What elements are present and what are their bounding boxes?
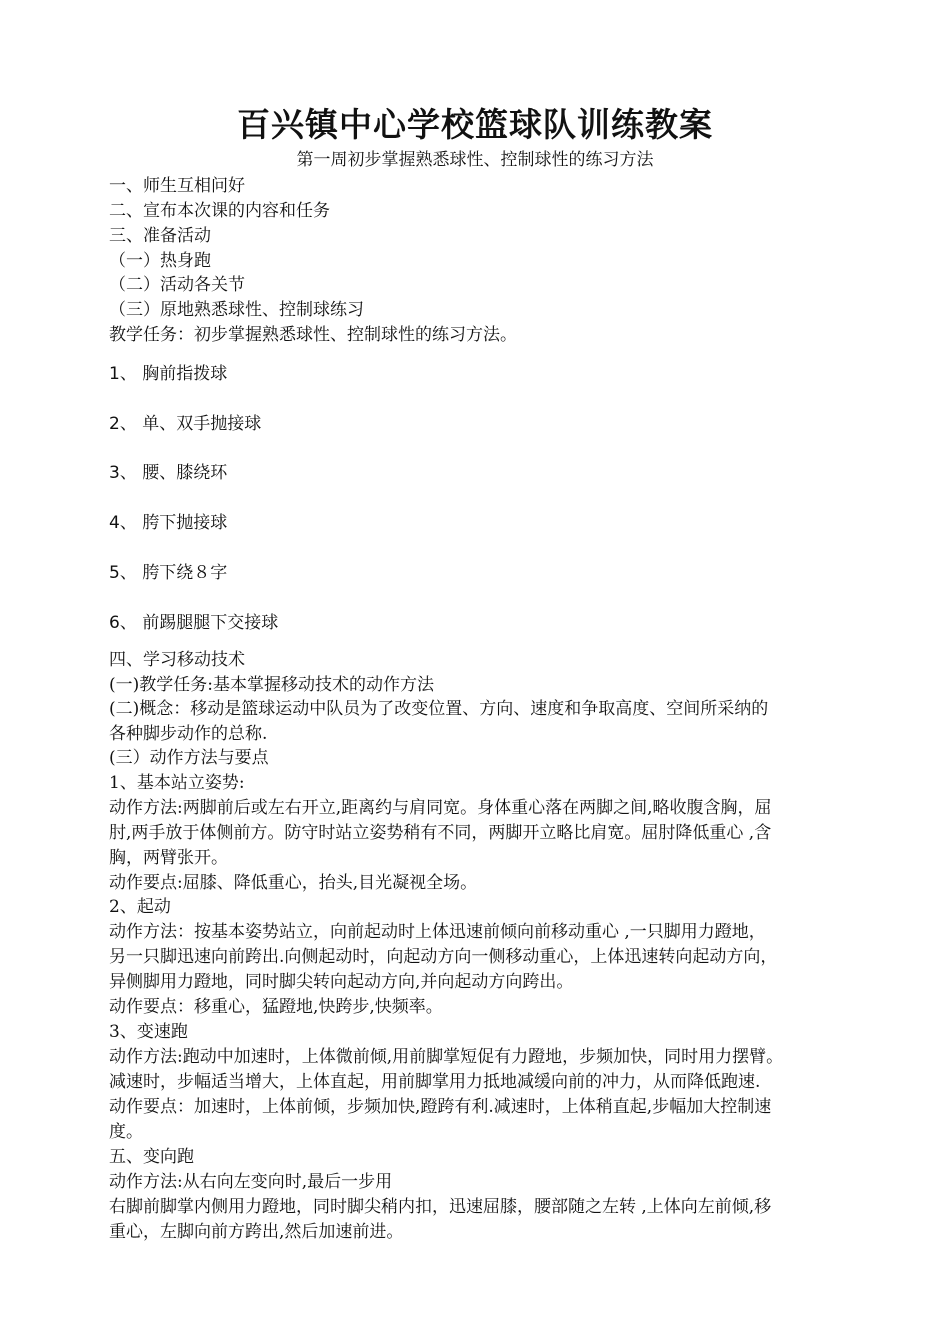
body-line: 动作方法:两脚前后或左右开立,距离约与肩同宽。身体重心落在两脚之间,略收腹含胸，屈 — [109, 798, 772, 818]
body-line: 3、变速跑 — [109, 1022, 188, 1042]
body-line: 动作要点：加速时，上体前倾，步频加快,蹬跨有利.减速时，上体稍直起,步幅加大控制速 — [109, 1097, 772, 1117]
warmup-item-ball: （三）原地熟悉球性、控制球练习 — [109, 300, 364, 320]
body-line: 四、学习移动技术 — [109, 650, 245, 670]
drill-item: 6、 前踢腿腿下交接球 — [109, 613, 279, 633]
drill-item: 4、 胯下抛接球 — [109, 513, 228, 533]
document-subtitle: 第一周初步掌握熟悉球性、控制球性的练习方法 — [296, 150, 654, 170]
body-line: 各种脚步动作的总称. — [109, 724, 268, 744]
body-line: 减速时，步幅适当增大，上体直起，用前脚掌用力抵地减缓向前的冲力，从而降低跑速. — [109, 1072, 761, 1092]
body-line: 度。 — [109, 1122, 143, 1142]
body-line: 动作要点:屈膝、降低重心，抬头,目光凝视全场。 — [109, 873, 478, 893]
body-line: 重心，左脚向前方跨出,然后加速前进。 — [109, 1222, 404, 1242]
warmup-item-run: （一）热身跑 — [109, 251, 211, 271]
body-line: 1、基本站立姿势: — [109, 773, 245, 793]
drill-item: 2、 单、双手抛接球 — [109, 414, 262, 434]
drill-item: 5、 胯下绕８字 — [109, 563, 228, 583]
body-line: 动作方法:从右向左变向时,最后一步用 — [109, 1172, 393, 1192]
body-line: 动作方法:跑动中加速时，上体微前倾,用前脚掌短促有力蹬地，步频加快，同时用力摆臂。 — [109, 1047, 784, 1067]
body-line: 动作要点：移重心，猛蹬地,快跨步,快频率。 — [109, 997, 443, 1017]
teaching-task: 教学任务：初步掌握熟悉球性、控制球性的练习方法。 — [109, 325, 517, 345]
body-line: 五、变向跑 — [109, 1147, 194, 1167]
body-line: (一)教学任务:基本掌握移动技术的动作方法 — [109, 675, 434, 695]
drill-item: 3、 腰、膝绕环 — [109, 463, 228, 483]
body-line: 右脚前脚掌内侧用力蹬地，同时脚尖稍内扣，迅速屈膝，腰部随之左转 ,上体向左前倾,移 — [109, 1197, 772, 1217]
body-line: 另一只脚迅速向前跨出.向侧起动时，向起动方向一侧移动重心，上体迅速转向起动方向， — [109, 947, 778, 967]
body-line: 肘,两手放于体侧前方。防守时站立姿势稍有不同，两脚开立略比肩宽。屈肘降低重心 ,含 — [109, 823, 772, 843]
section-greeting: 一、师生互相问好 — [109, 176, 245, 196]
drill-item: 1、 胸前指拨球 — [109, 364, 228, 384]
body-line: 2、起动 — [109, 897, 171, 917]
body-line: 异侧脚用力蹬地，同时脚尖转向起动方向,并向起动方向跨出。 — [109, 972, 574, 992]
section-warmup: 三、准备活动 — [109, 226, 211, 246]
body-line: (二)概念：移动是篮球运动中队员为了改变位置、方向、速度和争取高度、空间所采纳的 — [109, 699, 769, 719]
document-title: 百兴镇中心学校篮球队训练教案 — [237, 105, 713, 144]
body-line: 动作方法：按基本姿势站立，向前起动时上体迅速前倾向前移动重心 ,一只脚用力蹬地， — [109, 922, 766, 942]
body-line: 胸，两臂张开。 — [109, 848, 228, 868]
section-announce: 二、宣布本次课的内容和任务 — [109, 201, 330, 221]
body-line: (三）动作方法与要点 — [109, 748, 269, 768]
warmup-item-joints: （二）活动各关节 — [109, 275, 245, 295]
